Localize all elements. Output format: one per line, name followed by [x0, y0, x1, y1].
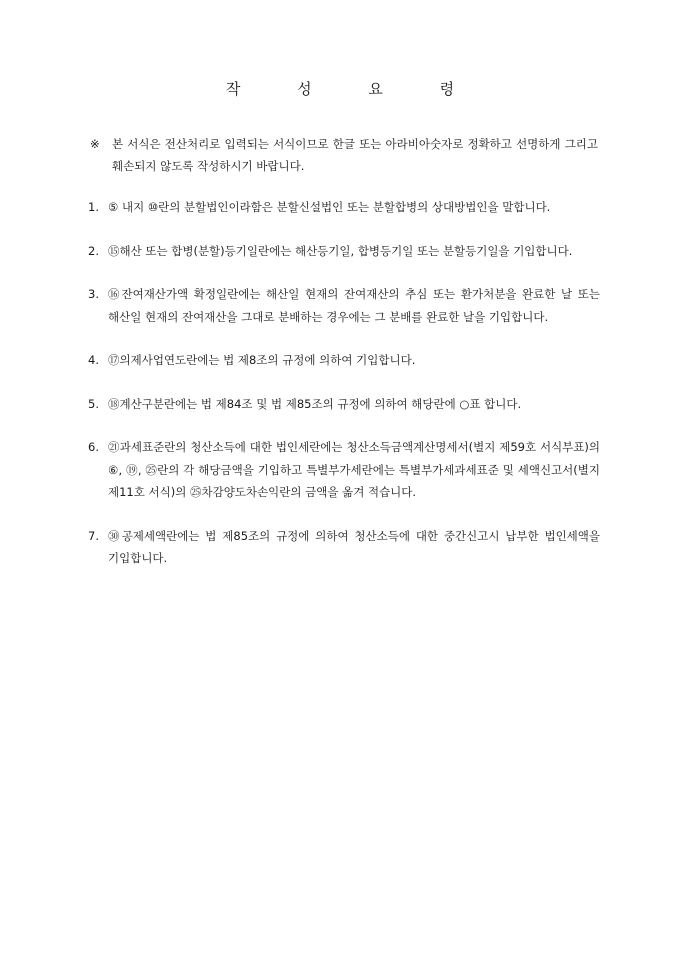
- notice-mark: ※: [90, 137, 100, 151]
- list-item: [88, 349, 600, 372]
- item-number: 4.: [88, 353, 99, 367]
- list-item: [88, 283, 600, 328]
- item-text: ㉑과세표준란의 청산소득에 대한 법인세란에는 청산소득금액계산명세서(별지 제59호 서식부표)의 ⑥, ⑲, ㉕란의 각 해당금액을 기입하고 특별부가세란에는 특별부가세과세표준 및 세액신고서(별지 제11호 서식)의 ㉕차감양도차손익란의 금액을 옮겨 적습니다.: [108, 440, 600, 499]
- notice-paragraph: [90, 134, 598, 177]
- item-number: 6.: [88, 440, 99, 454]
- item-text: ⑯잔여재산가액 확정일란에는 해산일 현재의 잔여재산의 추심 또는 환가처분을 완료한 날 또는 해산일 현재의 잔여재산을 그대로 분배하는 경우에는 그 분배를 완료한 날을 기입합니다.: [108, 287, 600, 324]
- instruction-list: [88, 196, 600, 591]
- list-item: [88, 240, 600, 263]
- item-number: 3.: [88, 287, 99, 301]
- item-text: ⑱계산구분란에는 법 제84조 및 법 제85조의 규정에 의하여 해당란에 ○표 합니다.: [108, 396, 522, 411]
- item-text: ⑤ 내지 ⑩란의 분할법인이라함은 분할신설법인 또는 분할합병의 상대방법인을 말합니다.: [108, 200, 551, 214]
- item-text: ⑰의제사업연도란에는 법 제8조의 규정에 의하여 기입합니다.: [108, 353, 416, 367]
- list-item: [88, 196, 600, 219]
- list-item: [88, 525, 600, 570]
- notice-text: 본 서식은 전산처리로 입력되는 서식이므로 한글 또는 아라비아숫자로 정확하고 선명하게 그리고 훼손되지 않도록 작성하시기 바랍니다.: [112, 137, 598, 173]
- item-number: 2.: [88, 243, 99, 258]
- list-item: [88, 393, 600, 416]
- item-number: 7.: [88, 528, 99, 543]
- item-text: ㉚공제세액란에는 법 제85조의 규정에 의하여 청산소득에 대한 중간신고시 납부한 법인세액을 기입합니다.: [108, 528, 600, 565]
- page-title: 작 성 요 령: [225, 80, 481, 98]
- item-number: 5.: [88, 396, 99, 411]
- list-item: [88, 436, 600, 504]
- item-number: 1.: [88, 200, 99, 214]
- item-text: ⑮해산 또는 합병(분할)등기일란에는 해산등기일, 합병등기일 또는 분할등기일을 기입합니다.: [108, 243, 573, 258]
